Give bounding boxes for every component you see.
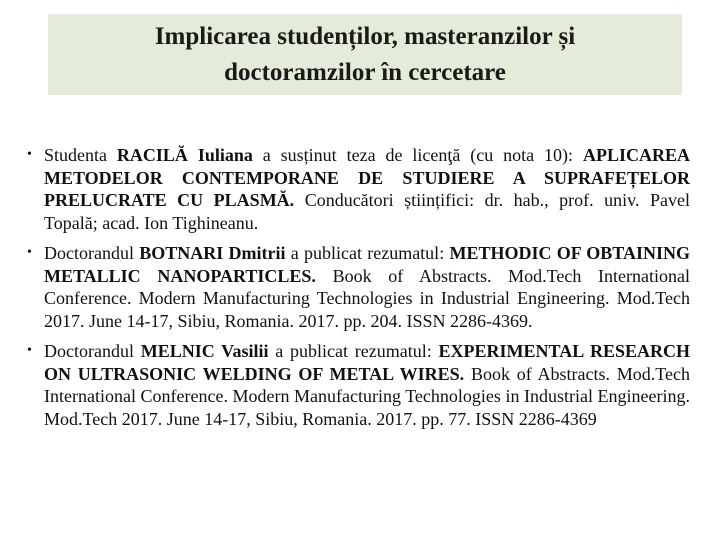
- item-text: Book of Abstracts. Mod.Tech International Conference. Modern Manufacturing Technologies in Industrial Engineering. Mod.Tech 2017. June 14-17, Sibiu, Romania. 2017. pp. 204. ISSN 2286-4369.: [44, 265, 691, 331]
- item-text: Doctorandul: [44, 341, 141, 361]
- student-name: MELNIC Vasilii: [140, 341, 269, 361]
- bullet-list: [22, 144, 690, 430]
- bullet-icon: •: [27, 245, 32, 260]
- bullet-icon: •: [27, 343, 32, 358]
- publication-title: METHODIC OF OBTAINING METALLIC NANOPARTICLES.: [44, 243, 690, 286]
- slide-title-box: [48, 14, 682, 95]
- list-item: [22, 340, 690, 430]
- item-text: a publicat rezumatul:: [268, 341, 439, 361]
- slide-title-line-1: Implicarea studenților, masteranzilor și: [154, 22, 576, 50]
- thesis-title: APLICAREA METODELOR CONTEMPORANE DE STUDIERE A SUPRAFEȚELOR PRELUCRATE CU PLASMĂ.: [44, 145, 690, 210]
- item-text: Book of Abstracts. Mod.Tech International Conference. Modern Manufacturing Technologies in Industrial Engineering. Mod.Tech 2017. June 14-17, Sibiu, Romania. 2017. pp. 77. ISSN 2286-4369: [44, 363, 691, 429]
- list-item: [22, 242, 690, 332]
- bullet-icon: •: [27, 147, 32, 162]
- item-text: Studenta: [44, 145, 117, 165]
- slide-title-line-2: doctoramzilor în cercetare: [224, 58, 506, 86]
- item-text: Conducători științifici: dr. hab., prof. univ. Pavel Topală; acad. Ion Tighineanu.: [44, 190, 690, 233]
- item-text: a publicat rezumatul:: [285, 243, 450, 263]
- student-name: BOTNARI Dmitrii: [139, 243, 286, 263]
- publication-title: EXPERIMENTAL RESEARCH ON ULTRASONIC WELDING OF METAL WIRES.: [44, 341, 690, 384]
- student-name: RACILĂ Iuliana: [116, 145, 253, 165]
- list-item: [22, 144, 690, 234]
- item-text: Doctorandul: [44, 243, 140, 263]
- item-text: a susținut teza de licenţă (cu nota 10):: [252, 145, 583, 165]
